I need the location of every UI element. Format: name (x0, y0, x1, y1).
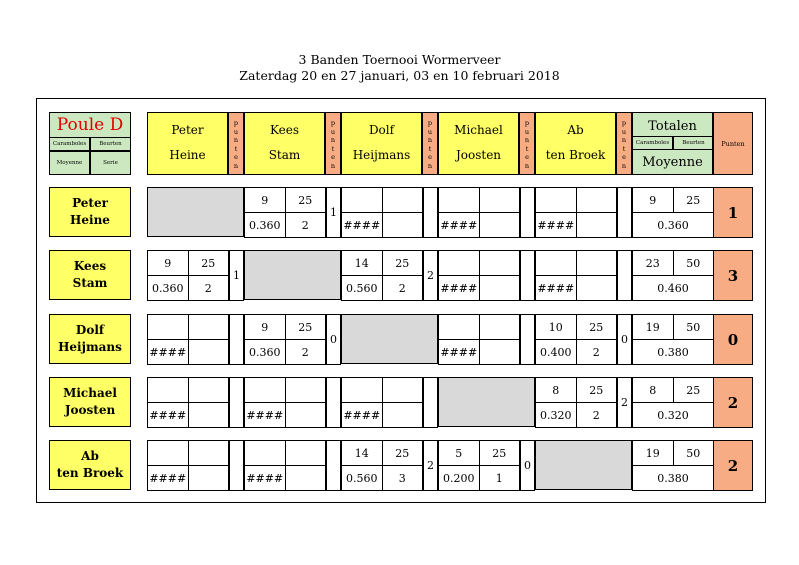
game-points (326, 377, 341, 428)
game-beurten (188, 377, 230, 403)
game-moyenne: #### (147, 465, 189, 491)
row-player-last: Joosten (64, 403, 116, 417)
total-moyenne: 0.320 (632, 402, 714, 428)
punten-letter: u (524, 127, 530, 136)
header-player-last: Stam (268, 148, 301, 162)
game-beurten (188, 440, 230, 466)
game-moyenne: #### (341, 212, 383, 238)
game-points (520, 314, 535, 365)
row-player-name (49, 187, 131, 237)
punten-letter: t (428, 144, 432, 153)
punten-letter: n (427, 161, 433, 170)
game-beurten (479, 314, 521, 340)
header-player-1 (244, 112, 325, 175)
punten-letter: e (622, 153, 626, 162)
header-player-4 (535, 112, 616, 175)
game-serie: 2 (188, 275, 230, 301)
game-serie (382, 402, 424, 428)
game-serie: 2 (576, 402, 618, 428)
game-moyenne: #### (147, 402, 189, 428)
game-moyenne: 0.320 (535, 402, 577, 428)
game-serie (479, 275, 521, 301)
row-player-name (49, 440, 131, 490)
row-player-last: ten Broek (56, 466, 124, 480)
game-beurten: 25 (285, 314, 327, 340)
game-serie (479, 339, 521, 365)
game-beurten (188, 314, 230, 340)
punten-letter: t (525, 144, 529, 153)
row-player-first: Ab (81, 449, 99, 463)
game-moyenne: 0.200 (438, 465, 480, 491)
game-beurten (285, 377, 327, 403)
game-blank-self (244, 250, 341, 300)
game-beurten (479, 250, 521, 276)
header-punten-2 (422, 112, 438, 175)
game-moyenne: 0.360 (244, 212, 286, 238)
poule-label-caramboles: Caramboles (50, 137, 90, 151)
game-caramboles: 5 (438, 440, 480, 466)
total-caramboles: 9 (632, 187, 674, 213)
game-serie: 3 (382, 465, 424, 491)
punten-letter: t (622, 144, 626, 153)
punten-letter: p (427, 119, 433, 127)
row-player-first: Kees (73, 259, 107, 273)
header-totalen (632, 112, 713, 175)
punten-letter: u (427, 127, 433, 136)
game-caramboles (438, 314, 480, 340)
game-caramboles: 14 (341, 250, 383, 276)
punten-vertical-label (423, 119, 437, 171)
punten-letter: e (234, 153, 238, 162)
punten-letter: e (331, 153, 335, 162)
punten-letter: u (330, 127, 336, 136)
game-serie (479, 212, 521, 238)
game-moyenne: #### (438, 339, 480, 365)
game-serie (285, 402, 327, 428)
game-caramboles (438, 250, 480, 276)
game-points: 2 (617, 377, 632, 428)
header-player-last: Joosten (455, 148, 502, 162)
punten-letter: n (427, 136, 433, 145)
punten-letter: n (524, 161, 530, 170)
row-player-last: Stam (72, 276, 108, 290)
game-caramboles (147, 314, 189, 340)
game-serie (576, 212, 618, 238)
game-serie: 2 (576, 339, 618, 365)
game-moyenne: #### (438, 275, 480, 301)
punten-letter: u (621, 127, 627, 136)
game-beurten (382, 377, 424, 403)
row-player-first: Dolf (75, 323, 105, 337)
game-serie (285, 465, 327, 491)
game-serie: 2 (285, 339, 327, 365)
game-caramboles (438, 187, 480, 213)
total-caramboles: 19 (632, 440, 674, 466)
total-points: 1 (713, 187, 753, 238)
total-caramboles: 19 (632, 314, 674, 340)
punten-letter: n (524, 136, 530, 145)
game-points (229, 440, 244, 491)
game-serie (188, 465, 230, 491)
row-player-name (49, 314, 131, 364)
header-punten-total: Punten (713, 112, 753, 175)
header-player-0 (147, 112, 228, 175)
game-beurten: 25 (188, 250, 230, 276)
game-beurten (285, 440, 327, 466)
game-moyenne: 0.560 (341, 275, 383, 301)
total-moyenne: 0.360 (632, 212, 714, 238)
header-punten-4 (616, 112, 632, 175)
total-caramboles: 23 (632, 250, 674, 276)
poule-title: Poule D (56, 115, 124, 135)
game-points: 2 (423, 250, 438, 301)
totalen-moyenne: Moyenne (642, 154, 703, 170)
punten-letter: p (233, 119, 239, 127)
game-caramboles: 10 (535, 314, 577, 340)
game-serie: 1 (479, 465, 521, 491)
row-player-name (49, 377, 131, 427)
game-caramboles (341, 187, 383, 213)
header-player-2 (341, 112, 422, 175)
poule-label-serie: Serie (90, 151, 130, 174)
totalen-sub-beurten: Beurten (673, 136, 713, 150)
total-points: 2 (713, 440, 753, 491)
game-serie (188, 339, 230, 365)
game-beurten: 25 (479, 440, 521, 466)
page-subtitle: Zaterdag 20 en 27 januari, 03 en 10 februari 2018 (239, 68, 560, 83)
header-player-first: Kees (269, 123, 299, 137)
punten-letter: e (525, 153, 529, 162)
total-beurten: 50 (673, 314, 715, 340)
game-moyenne: 0.560 (341, 465, 383, 491)
game-points: 0 (617, 314, 632, 365)
game-points (520, 187, 535, 238)
game-moyenne: #### (535, 275, 577, 301)
header-player-first: Dolf (368, 123, 395, 137)
page-title: 3 Banden Toernooi Wormerveer (298, 52, 501, 67)
punten-vertical-label (617, 119, 631, 171)
header-player-3 (438, 112, 519, 175)
punten-letter: n (621, 161, 627, 170)
punten-letter: t (234, 144, 238, 153)
game-beurten (576, 250, 618, 276)
game-points: 1 (229, 250, 244, 301)
header-player-first: Ab (567, 123, 584, 137)
punten-letter: p (621, 119, 627, 127)
game-caramboles (535, 187, 577, 213)
total-moyenne: 0.460 (632, 275, 714, 301)
header-punten-1 (325, 112, 341, 175)
game-points (617, 187, 632, 238)
game-moyenne: #### (244, 402, 286, 428)
game-caramboles (341, 377, 383, 403)
punten-vertical-label (229, 119, 243, 171)
game-blank-self (438, 377, 535, 427)
punten-letter: p (524, 119, 530, 127)
poule-label-beurten: Beurten (90, 137, 130, 151)
game-moyenne: #### (147, 339, 189, 365)
header-punten-3 (519, 112, 535, 175)
game-blank-self (341, 314, 438, 364)
punten-letter: n (233, 161, 239, 170)
game-caramboles: 9 (244, 187, 286, 213)
game-caramboles: 14 (341, 440, 383, 466)
game-points (520, 250, 535, 301)
row-player-last: Heine (70, 213, 110, 227)
totalen-title: Totalen (648, 118, 697, 134)
total-points: 0 (713, 314, 753, 365)
header-player-last: Heine (169, 148, 206, 162)
game-moyenne: 0.360 (147, 275, 189, 301)
game-caramboles: 9 (147, 250, 189, 276)
game-caramboles (147, 377, 189, 403)
punten-letter: n (330, 161, 336, 170)
game-caramboles (244, 440, 286, 466)
header-player-first: Michael (454, 123, 503, 137)
header-player-last: Heijmans (352, 148, 411, 162)
game-points (423, 187, 438, 238)
game-beurten: 25 (576, 314, 618, 340)
punten-letter: p (330, 119, 336, 127)
game-beurten: 25 (382, 440, 424, 466)
row-player-name (49, 250, 131, 300)
total-moyenne: 0.380 (632, 465, 714, 491)
totalen-sub-caramboles: Caramboles (633, 136, 673, 150)
game-moyenne: #### (535, 212, 577, 238)
row-player-first: Michael (63, 386, 117, 400)
game-beurten (576, 187, 618, 213)
game-serie: 2 (285, 212, 327, 238)
game-beurten: 25 (285, 187, 327, 213)
game-points (229, 314, 244, 365)
punten-letter: t (331, 144, 335, 153)
total-beurten: 50 (673, 440, 715, 466)
poule-box (49, 112, 131, 175)
game-moyenne: #### (244, 465, 286, 491)
punten-vertical-label (520, 119, 534, 171)
game-points: 1 (326, 187, 341, 238)
punten-letter: n (621, 136, 627, 145)
game-moyenne: 0.400 (535, 339, 577, 365)
game-serie: 2 (382, 275, 424, 301)
total-beurten: 25 (673, 377, 715, 403)
row-player-last: Heijmans (58, 340, 122, 354)
game-serie (576, 275, 618, 301)
game-points: 0 (326, 314, 341, 365)
game-beurten: 25 (382, 250, 424, 276)
total-moyenne: 0.380 (632, 339, 714, 365)
punten-vertical-label (326, 119, 340, 171)
game-serie (188, 402, 230, 428)
header-punten-0 (228, 112, 244, 175)
game-caramboles: 9 (244, 314, 286, 340)
header-player-first: Peter (171, 123, 204, 137)
game-caramboles: 8 (535, 377, 577, 403)
punten-letter: n (233, 136, 239, 145)
game-blank-self (147, 187, 244, 237)
game-points (326, 440, 341, 491)
game-beurten: 25 (576, 377, 618, 403)
game-caramboles (535, 250, 577, 276)
game-caramboles (244, 377, 286, 403)
game-serie (382, 212, 424, 238)
poule-label-moyenne: Moyenne (50, 151, 90, 174)
game-points (617, 250, 632, 301)
game-moyenne: #### (438, 212, 480, 238)
punten-letter: e (428, 153, 432, 162)
total-points: 3 (713, 250, 753, 301)
header-player-last: ten Broek (545, 148, 606, 162)
punten-letter: u (233, 127, 239, 136)
total-beurten: 25 (673, 187, 715, 213)
game-blank-self (535, 440, 632, 490)
total-beurten: 50 (673, 250, 715, 276)
game-moyenne: 0.360 (244, 339, 286, 365)
game-moyenne: #### (341, 402, 383, 428)
total-caramboles: 8 (632, 377, 674, 403)
game-points: 0 (520, 440, 535, 491)
game-points: 2 (423, 440, 438, 491)
game-points (229, 377, 244, 428)
game-points (423, 377, 438, 428)
row-player-first: Peter (72, 196, 108, 210)
total-points: 2 (713, 377, 753, 428)
game-beurten (479, 187, 521, 213)
punten-letter: n (330, 136, 336, 145)
game-caramboles (147, 440, 189, 466)
game-beurten (382, 187, 424, 213)
